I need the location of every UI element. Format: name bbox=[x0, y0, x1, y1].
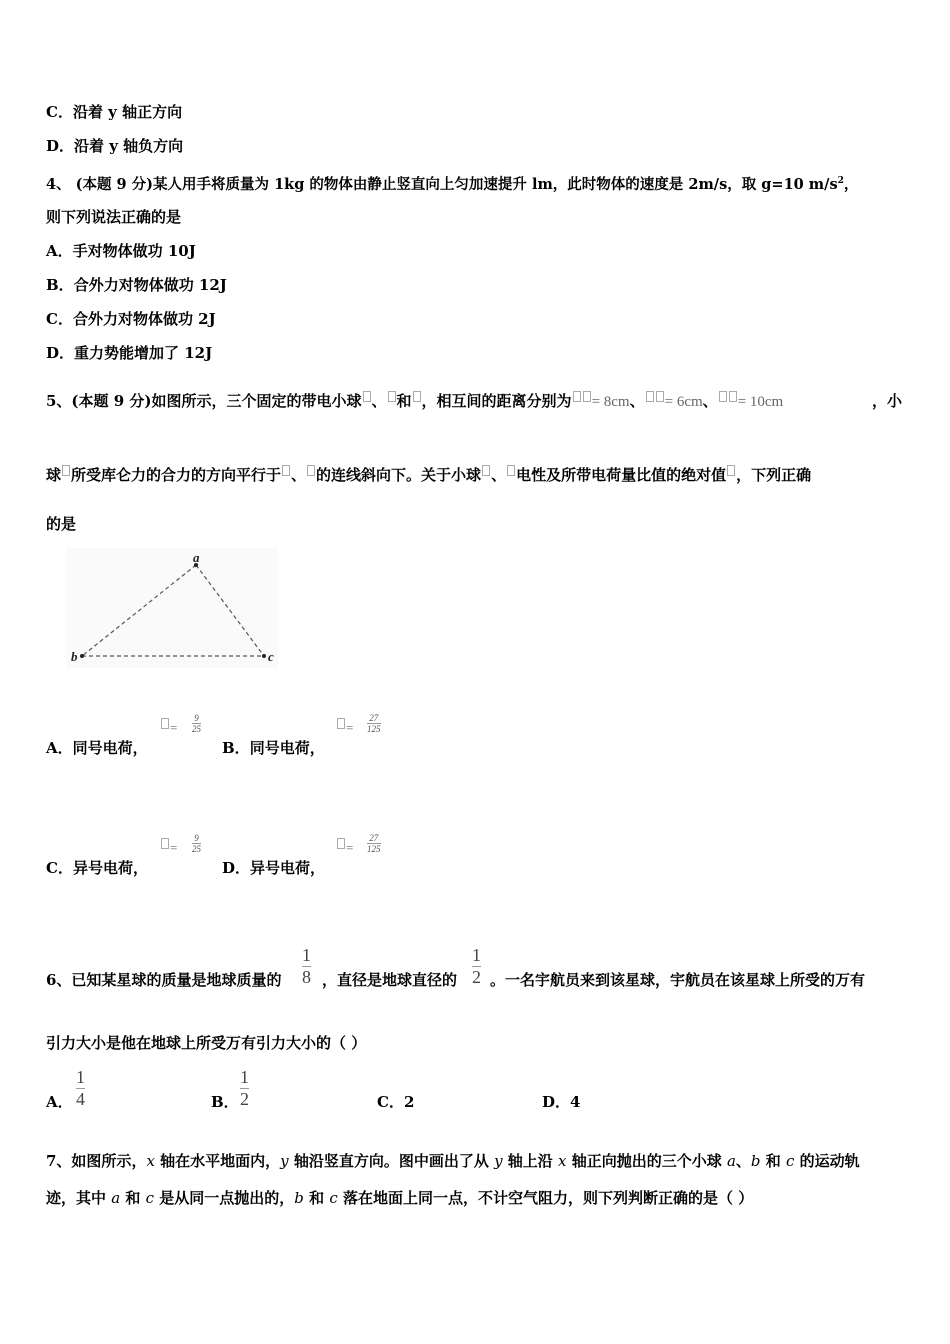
placeholder-box bbox=[573, 391, 581, 402]
point-b bbox=[80, 654, 84, 658]
q5-option-b-fraction: 27 125 bbox=[367, 713, 381, 734]
placeholder-box bbox=[388, 391, 396, 402]
q5-stem-line1: 5、(本题 9 分)如图所示，三个固定的带电小球 、 和 ，相互间的距离分别为 = 8cm、 = 6cm、 = 10cm bbox=[46, 392, 784, 410]
q5-stem-line1-end: ，小 bbox=[872, 392, 903, 410]
placeholder-box bbox=[161, 718, 169, 729]
q4-option-c: C．合外力对物体做功 2J bbox=[46, 310, 216, 328]
q5-stem-line3: 的是 bbox=[46, 515, 77, 533]
placeholder-box bbox=[363, 391, 371, 402]
q4-stem-line2: 则下列说法正确的是 bbox=[46, 208, 182, 226]
q6-option-d: D．4 bbox=[542, 1093, 581, 1111]
placeholder-box bbox=[282, 465, 290, 476]
q6-option-b: B． bbox=[211, 1093, 239, 1111]
q6-fraction-1-2: 1 2 bbox=[472, 945, 481, 987]
q6-option-a: A． bbox=[46, 1093, 73, 1111]
q6-option-a-fraction: 1 4 bbox=[76, 1067, 85, 1109]
q5-option-c: C．异号电荷， bbox=[46, 859, 148, 877]
placeholder-box bbox=[307, 465, 315, 476]
q6-stem-line2: 引力大小是他在地球上所受万有引力大小的（ ） bbox=[46, 1034, 367, 1052]
q4-option-d: D．重力势能增加了 12J bbox=[46, 344, 213, 362]
q5-option-d-formula: = bbox=[336, 838, 353, 856]
placeholder-box bbox=[583, 391, 591, 402]
q5-option-b-formula: = bbox=[336, 718, 353, 736]
q6-option-b-fraction: 1 2 bbox=[240, 1067, 249, 1109]
q6-fraction-1-8: 1 8 bbox=[302, 945, 311, 987]
q4-option-a: A．手对物体做功 10J bbox=[46, 242, 196, 260]
q6-stem-part2: ，直径是地球直径的 bbox=[322, 971, 458, 989]
placeholder-box bbox=[161, 838, 169, 849]
q5-option-a-fraction: 9 25 bbox=[192, 713, 201, 734]
q5-option-c-formula: = bbox=[160, 838, 177, 856]
label-c: c bbox=[268, 649, 274, 664]
placeholder-box bbox=[729, 391, 737, 402]
placeholder-box bbox=[62, 465, 70, 476]
q6-stem-part3: 。一名宇航员来到该星球，宇航员在该星球上所受的万有 bbox=[490, 971, 866, 989]
q6-stem-part1: 6、已知某星球的质量是地球质量的 bbox=[46, 971, 282, 989]
placeholder-box bbox=[413, 391, 421, 402]
placeholder-box bbox=[719, 391, 727, 402]
placeholder-box bbox=[727, 465, 735, 476]
placeholder-box bbox=[482, 465, 490, 476]
placeholder-box bbox=[337, 838, 345, 849]
q7-stem-line1: 7、如图所示，x 轴在水平地面内，y 轴沿竖直方向。图中画出了从 y 轴上沿 x 轴正向抛出的三个小球 a、b 和 c 的运动轨 bbox=[46, 1152, 860, 1170]
q7-stem-line2: 迹，其中 a 和 c 是从同一点抛出的，b 和 c 落在地面上同一点，不计空气阻力，则下列判断正确的是（ ） bbox=[46, 1189, 754, 1207]
q5-option-d: D．异号电荷， bbox=[222, 859, 326, 877]
placeholder-box bbox=[507, 465, 515, 476]
label-b: b bbox=[71, 649, 78, 664]
q3-option-c: C．沿着 y 轴正方向 bbox=[46, 103, 183, 121]
q5-option-a: A．同号电荷， bbox=[46, 739, 148, 757]
figure-background bbox=[66, 548, 278, 668]
placeholder-box bbox=[646, 391, 654, 402]
q5-option-b: B．同号电荷， bbox=[222, 739, 325, 757]
q5-option-d-fraction: 27 125 bbox=[367, 833, 381, 854]
q3-option-d: D．沿着 y 轴负方向 bbox=[46, 137, 184, 155]
q4-stem-line1: 4、 (本题 9 分)某人用手将质量为 1kg 的物体由静止竖直向上匀加速提升 lm，此时物体的速度是 2m/s，取 g=10 $m/s^2$， bbox=[46, 175, 859, 193]
q4-option-b: B．合外力对物体做功 12J bbox=[46, 276, 227, 294]
q5-triangle-figure bbox=[66, 548, 278, 668]
placeholder-box bbox=[656, 391, 664, 402]
point-c bbox=[262, 654, 266, 658]
q6-option-c: C．2 bbox=[377, 1093, 415, 1111]
q5-option-a-formula: = bbox=[160, 718, 177, 736]
q5-stem-line2: 球 所受库仑力的合力的方向平行于 、 的连线斜向下。关于小球 、 电性及所带电荷量比值的绝对值 ，下列正确 bbox=[46, 466, 812, 484]
label-a: a bbox=[193, 550, 200, 565]
placeholder-box bbox=[337, 718, 345, 729]
q5-option-c-fraction: 9 25 bbox=[192, 833, 201, 854]
